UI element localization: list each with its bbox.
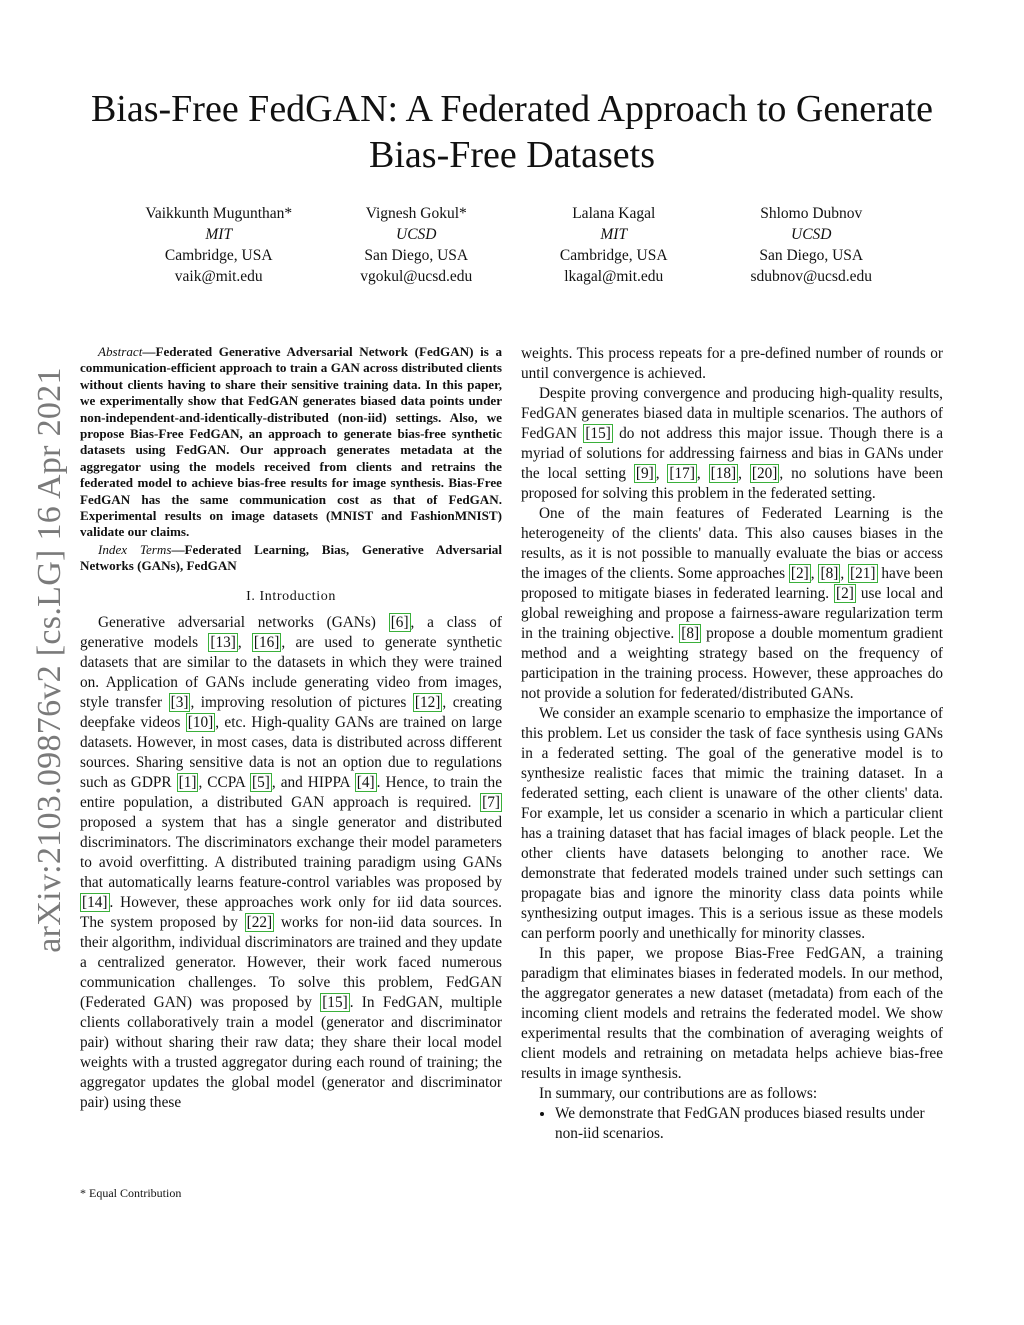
abstract-text: —Federated Generative Adversarial Network (FedGAN) is a communication-efficient approach to train a GAN across distributed clients without clients having to share their sensitive training data. In this paper, we experimentally show that FedGAN generates biased data points under non-independent-and-identically-distributed (non-iid) settings. Also, we propose Bias-Free FedGAN, an approach to generate bias-free synthetic datasets using FedGAN. Our approach generates metadata at the aggregator using the models received from clients and retrains the federated model to achieve bias-free results for image synthesis. Bias-Free FedGAN has the same communication cost as that of FedGAN. Experimental results on image datasets (MNIST and FashionMNIST) validate our claims. [80, 344, 502, 540]
contributions-list [521, 1104, 943, 1144]
author-4 [713, 203, 911, 287]
citation-link[interactable]: [4] [356, 773, 375, 791]
citation-link[interactable]: [1] [178, 773, 197, 791]
author-name: Shlomo Dubnov [760, 205, 863, 222]
citation-link[interactable]: [22] [246, 913, 273, 931]
section-heading-introduction: I. Introduction [246, 588, 336, 604]
left-column [80, 344, 502, 1113]
paragraph-bias-issue: Despite proving convergence and producing high-quality results, FedGAN generates biased data in multiple scenarios. The authors of FedGAN [15] do not address this major issue. Though there is a myriad of solutions for addressing fairness and bias in GANs under the local setting [9] , [17] , [18] , [20] , no solutions have been proposed for solving this problem in the federated setting. [521, 385, 944, 502]
citation-link[interactable]: [15] [585, 425, 611, 442]
author-email: vgokul@ucsd.edu [360, 268, 473, 285]
contribution-item: • We demonstrate that FedGAN produces biased results under non-iid scenarios. [555, 1104, 943, 1144]
citation-link[interactable]: [2] [836, 585, 854, 602]
citation-link[interactable]: [7] [482, 793, 500, 811]
index-terms [80, 542, 502, 575]
author-name: Lalana Kagal [572, 205, 656, 222]
citation-link[interactable]: [5] [252, 773, 270, 791]
citation-link[interactable]: [6] [390, 613, 409, 631]
right-column [521, 344, 943, 1144]
citation-link[interactable]: [8] [820, 565, 839, 582]
citation-link[interactable]: [3] [170, 693, 189, 711]
arxiv-id-text: arXiv:2103.09876v2 [cs.LG] 16 Apr 2021 [31, 367, 68, 953]
citation-link[interactable]: [10] [187, 713, 214, 731]
index-terms-lead: Index Terms [98, 541, 172, 557]
citation-link[interactable]: [16] [253, 633, 280, 651]
author-email: vaik@mit.edu [174, 268, 263, 285]
paragraph-heterogeneity: One of the main features of Federated Learning is the heterogeneity of the clients' data. This also causes biases in the results, as it is not possible to manually evaluate the bias or access the images of the clients. Some approaches [2] , [8] , [21] have been proposed to mitigate biases in federated learning. [2] use local and global reweighing and propose a fairness-aware regularization term in the training objective. [8] propose a double momentum gradient method and a weighting strategy based on the frequency of participation in the training process. However, these approaches do not provide a solution for federated/distributed GANs. [521, 505, 944, 702]
paragraph-contributions-intro: In summary, our contributions are as follows: [539, 1085, 818, 1102]
abstract [80, 344, 502, 541]
author-1 [120, 203, 318, 287]
citation-link[interactable]: [14] [82, 893, 108, 911]
author-location: Cambridge, USA [164, 247, 273, 264]
paragraph-proposal: In this paper, we propose Bias-Free FedGAN, a training paradigm that eliminates biases in federated models. In our method, the aggregator generates a new dataset (metadata) from each of the incoming client models and retrains the federated model. We show experimental results that the combination of averaging weights of client models and retraining on metadata helps achieve bias-free results in image synthesis. [521, 945, 943, 1082]
paper-title: Bias-Free FedGAN: A Federated Approach to Generate Bias-Free Datasets [90, 88, 934, 176]
citation-link[interactable]: [9] [635, 465, 654, 482]
citation-link[interactable]: [13] [210, 633, 236, 651]
citation-link[interactable]: [17] [669, 465, 695, 482]
author-affiliation: UCSD [396, 226, 437, 243]
author-location: San Diego, USA [759, 247, 864, 264]
author-2 [318, 203, 516, 287]
author-affiliation: MIT [600, 226, 628, 243]
author-block [120, 203, 910, 287]
paragraph-example-scenario: We consider an example scenario to emphasize the importance of this problem. Let us consider the task of face synthesis using GANs in a federated setting. The goal of the generative model is to synthesize realistic faces that mimic the training dataset. In a federated setting, each client is unaware of the other clients' data. For example, let us consider a scenario in which a particular client has a training dataset that has facial images of black people. Let the other clients have datasets belonging to another race. We demonstrate that federated models trained under such settings can propagate bias and ignore the minority class data points while synthesizing output images. This is a serious issue as these models can perform poorly and unethically for minority classes. [521, 705, 943, 942]
author-affiliation: MIT [205, 226, 233, 243]
author-email: sdubnov@ucsd.edu [750, 268, 872, 285]
intro-paragraph: Generative adversarial networks (GANs) [6] , a class of generative models [13] , [16] , are used to generate synthetic datasets that are similar to the datasets in which they were trained on. Application of GANs include generating video from images, style transfer [3] , improving resolution of pictures [12] , creating deepfake videos [10] , etc. High-quality GANs are trained on large datasets. However, in most cases, data is distributed across different sources. Sharing sensitive data is not an option due to regulations such as GDPR [1] , CCPA [5] , and HIPPA [4] . Hence, to train the entire population, a distributed GAN approach is required. [7] proposed a system that has a single generator and distributed discriminators. The discriminators exchange their model parameters to avoid overfitting. A distributed training paradigm using GANs that automatically learns feature-control variables was proposed by [14] . However, these approaches work only for iid data sources. The system proposed by [22] works for non-iid data sources. In their algorithm, individual discriminators are trained and they update a centralized generator. However, their work faced numerous communication challenges. To solve this problem, FedGAN (Federated GAN) was proposed by [15] . In FedGAN, multiple clients collaboratively train a model (generator and discriminator pair) without sharing their raw data; they share their local model weights with a trusted aggregator during each round of training; the aggregator updates the global model (generator and discriminator pair) using these [80, 613, 503, 1111]
author-name: Vignesh Gokul* [365, 205, 467, 222]
citation-link[interactable]: [18] [710, 465, 737, 482]
author-location: Cambridge, USA [559, 247, 668, 264]
author-name: Vaikkunth Mugunthan* [145, 205, 293, 222]
paragraph-continuation: weights. This process repeats for a pre-defined number of rounds or until convergence is achieved. [521, 345, 943, 382]
citation-link[interactable]: [12] [414, 693, 441, 711]
citation-link[interactable]: [2] [790, 565, 809, 582]
author-email: lkagal@mit.edu [564, 268, 664, 285]
author-3 [515, 203, 713, 287]
author-location: San Diego, USA [364, 247, 469, 264]
index-terms-text: —Federated Learning, Bias, Generative Adversarial Networks (GANs), FedGAN [80, 541, 502, 574]
arxiv-identifier-stamp [30, 350, 70, 970]
author-affiliation: UCSD [791, 226, 832, 243]
citation-link[interactable]: [21] [850, 565, 876, 582]
footnote: * Equal Contribution [80, 1186, 182, 1200]
citation-link[interactable]: [15] [322, 993, 348, 1011]
abstract-lead: Abstract [98, 344, 143, 359]
citation-link[interactable]: [20] [751, 465, 778, 482]
citation-link[interactable]: [8] [681, 625, 700, 642]
